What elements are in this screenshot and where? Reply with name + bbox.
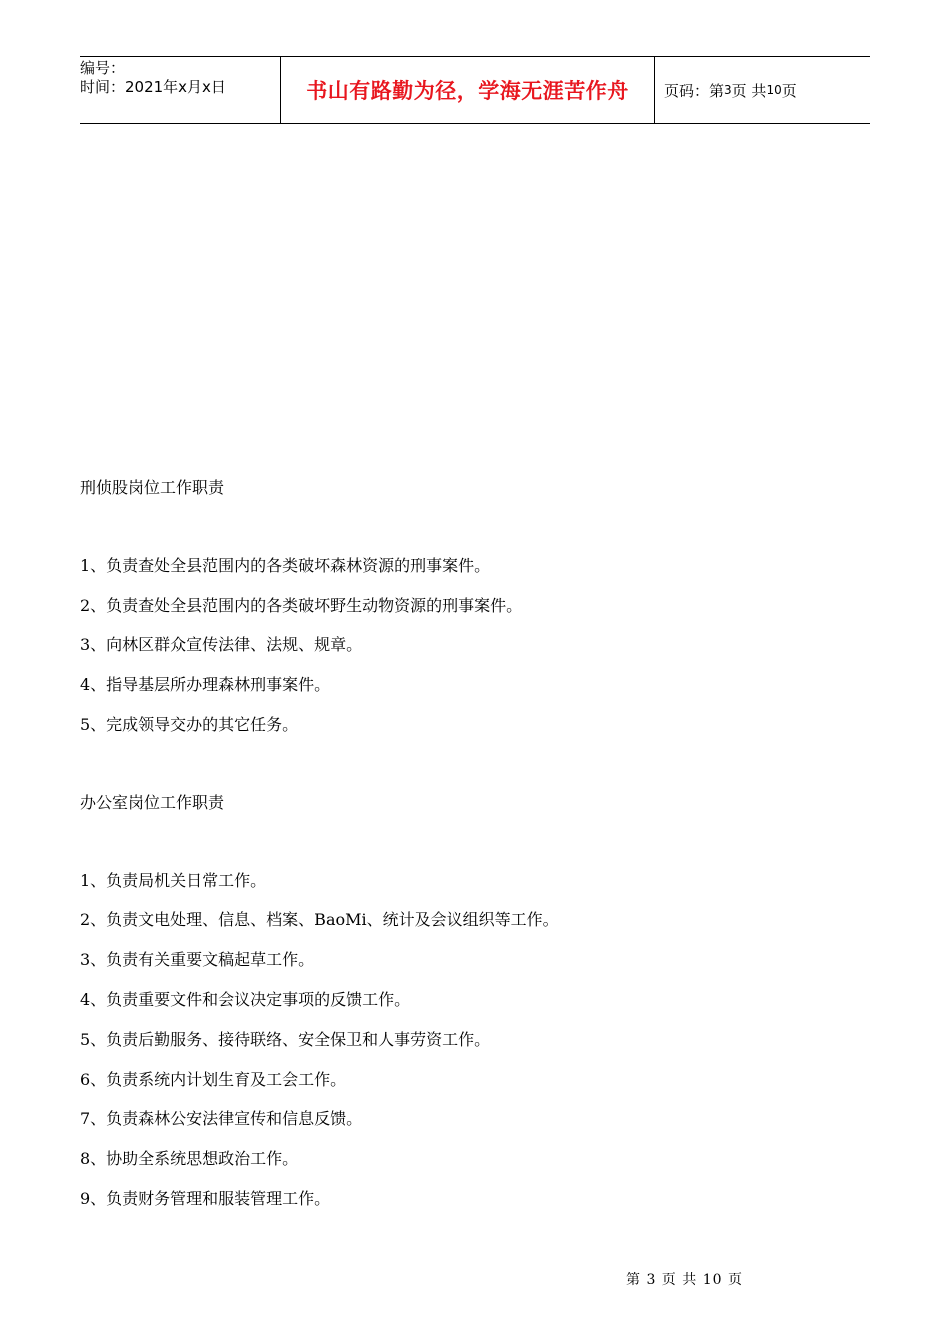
- document-number-label: 编号：: [80, 59, 126, 77]
- list-item: 9、负责财务管理和服装管理工作。: [80, 1189, 331, 1208]
- list-item: 5、负责后勤服务、接待联络、安全保卫和人事劳资工作。: [80, 1030, 491, 1049]
- page-footer: 第 3 页 共 10 页: [626, 1272, 743, 1288]
- list-item: 4、负责重要文件和会议决定事项的反馈工作。: [80, 990, 411, 1009]
- page-suffix: 页: [781, 81, 797, 100]
- list-item: 1、负责查处全县范围内的各类破坏森林资源的刑事案件。: [80, 556, 491, 575]
- header-page-indicator: [655, 57, 870, 123]
- page-current-number: 3: [724, 83, 732, 97]
- section-title-office: 办公室岗位工作职责: [80, 793, 225, 812]
- page-mid: 页 共: [731, 81, 767, 100]
- list-item: 2、负责查处全县范围内的各类破坏野生动物资源的刑事案件。: [80, 596, 523, 615]
- section-title-criminal-investigation: 刑侦股岗位工作职责: [80, 478, 225, 497]
- header-info-cell: [80, 57, 281, 123]
- list-item: 4、指导基层所办理森林刑事案件。: [80, 675, 331, 694]
- list-item: 3、向林区群众宣传法律、法规、规章。: [80, 635, 363, 654]
- document-time-label: 时间：2021年x月x日: [80, 78, 226, 96]
- list-item: 5、完成领导交办的其它任务。: [80, 715, 299, 734]
- list-item: 8、协助全系统思想政治工作。: [80, 1149, 299, 1168]
- list-item: 1、负责局机关日常工作。: [80, 871, 267, 890]
- list-item: 6、负责系统内计划生育及工会工作。: [80, 1070, 347, 1089]
- list-item: 7、负责森林公安法律宣传和信息反馈。: [80, 1109, 363, 1128]
- page-header: [80, 56, 870, 124]
- list-item: 3、负责有关重要文稿起草工作。: [80, 950, 315, 969]
- header-motto: 书山有路勤为径，学海无涯苦作舟: [281, 57, 655, 123]
- page-total-number: 10: [766, 83, 782, 97]
- page-prefix: 页码：第: [664, 81, 725, 100]
- list-item: 2、负责文电处理、信息、档案、BaoMi、统计及会议组织等工作。: [80, 910, 559, 929]
